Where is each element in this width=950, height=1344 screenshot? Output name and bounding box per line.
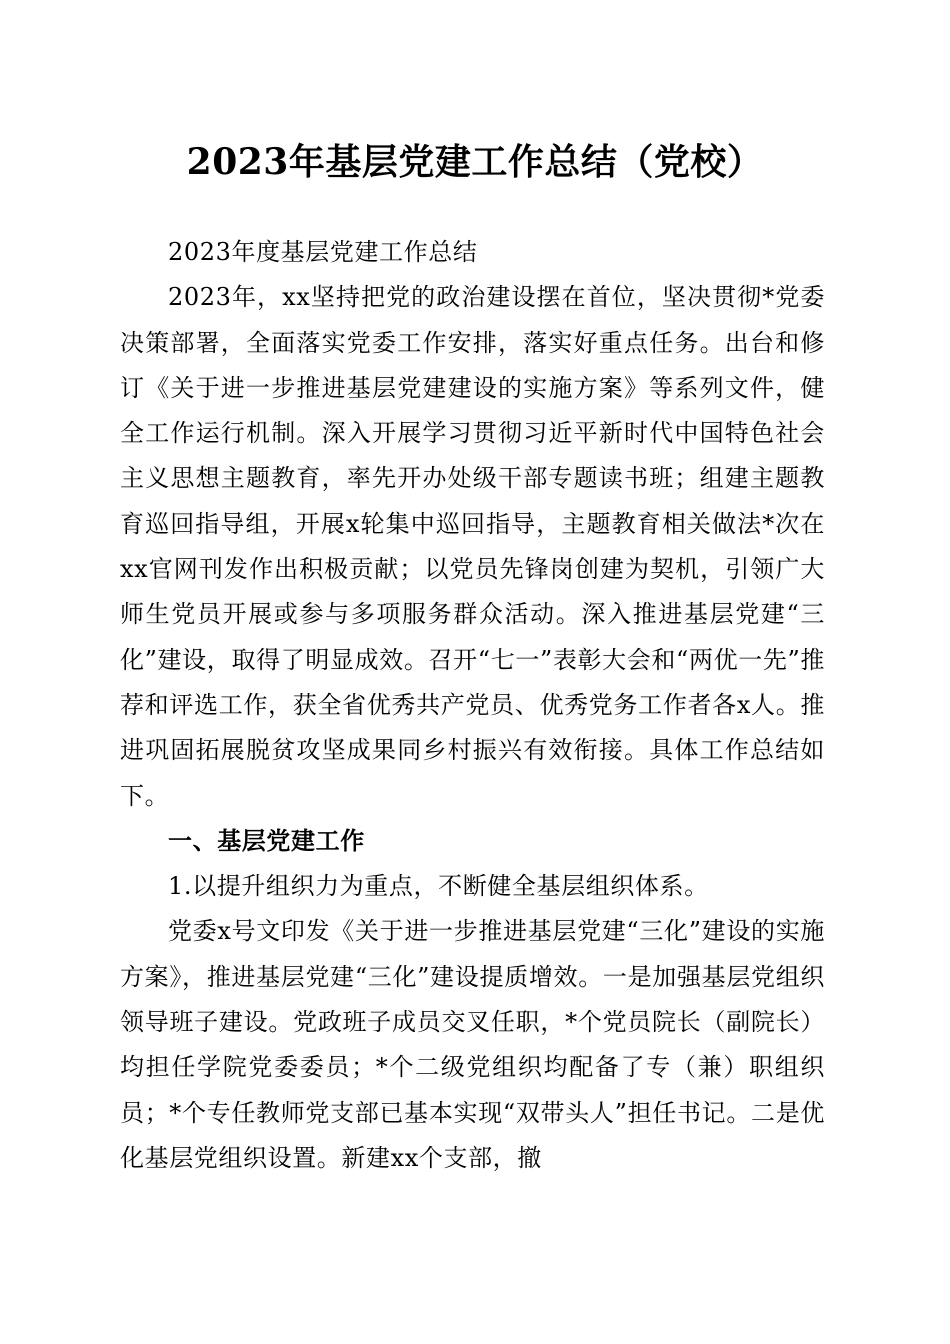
body-paragraph: 党委x号文印发《关于进一步推进基层党建“三化”建设的实施方案》，推进基层党建“三化”建设提质增效。一是加强基层党组织领导班子建设。党政班子成员交叉任职，*个党员院长（副院长）均担任学院党委委员；*个二级党组织均配备了专（兼）职组织员；*个专任教师党支部已基本实现“双带头人”担任书记。二是优化基层党组织设置。新建xx个支部，撤 [120, 917, 825, 1172]
subtitle-paragraph: 2023年度基层党建工作总结 [168, 238, 478, 266]
document-body [120, 230, 825, 1181]
list-item-heading: 1.以提升组织力为重点，不断健全基层组织体系。 [168, 872, 709, 901]
document-title: 2023年基层党建工作总结（党校） [186, 141, 764, 183]
section-heading: 一、基层党建工作 [168, 826, 365, 855]
intro-paragraph: 2023年，xx坚持把党的政治建设摆在首位，坚决贯彻*党委决策部署，全面落实党委工作安排，落实好重点任务。出台和修订《关于进一步推进基层党建建设的实施方案》等系列文件，健全工作运行机制。深入开展学习贯彻习近平新时代中国特色社会主义思想主题教育，率先开办处级干部专题读书班；组建主题教育巡回指导组，开展x轮集中巡回指导，主题教育相关做法*次在xx官网刊发作出积极贡献；以党员先锋岗创建为契机，引领广大师生党员开展或参与多项服务群众活动。深入推进基层党建“三化”建设，取得了明显成效。召开“七一”表彰大会和“两优一先”推荐和评选工作，获全省优秀共产党员、优秀党务工作者各x人。推进巩固拓展脱贫攻坚成果同乡村振兴有效衔接。具体工作总结如下。 [120, 283, 825, 810]
